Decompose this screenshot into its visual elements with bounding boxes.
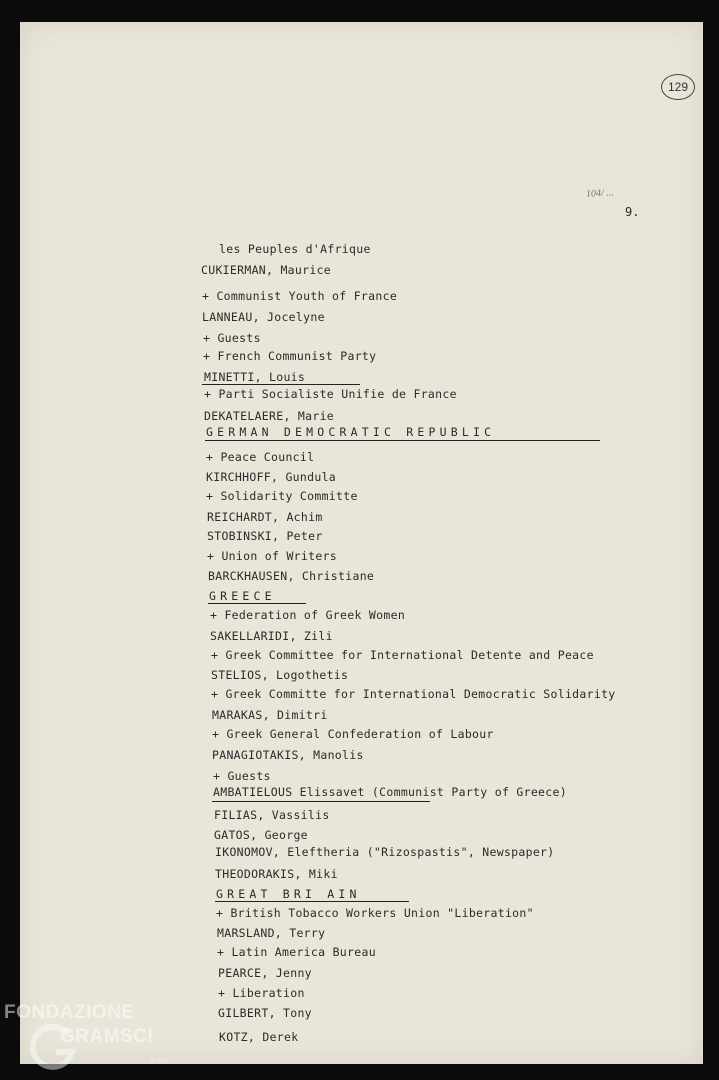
- doc-line: + Peace Council: [206, 450, 315, 464]
- doc-line: REICHARDT, Achim: [207, 510, 323, 524]
- doc-line: LANNEAU, Jocelyne: [202, 310, 325, 324]
- watermark-line-3: onlus: [150, 1056, 170, 1065]
- doc-line: + Union of Writers: [207, 549, 338, 563]
- doc-line: STELIOS, Logothetis: [211, 668, 349, 682]
- doc-line: + Solidarity Committe: [206, 489, 358, 503]
- country-heading: GREAT BRI AIN: [216, 887, 361, 901]
- country-heading: GREECE: [209, 589, 276, 603]
- doc-line: THEODORAKIS, Miki: [215, 867, 338, 881]
- archive-handwritten-note: 104/ ...: [585, 187, 615, 200]
- doc-line: + Guests: [213, 769, 271, 783]
- doc-line: + Greek General Confederation of Labour: [212, 727, 494, 741]
- doc-line: PEARCE, Jenny: [218, 966, 312, 980]
- watermark-line-2: GRAMSCI: [60, 1026, 154, 1047]
- watermark-line-1: FONDAZIONE: [4, 1002, 135, 1023]
- doc-line: + Communist Youth of France: [202, 289, 398, 303]
- folio-number: 129: [667, 80, 689, 94]
- fondazione-gramsci-watermark: [4, 1000, 179, 1080]
- doc-line: + Latin America Bureau: [217, 945, 376, 959]
- doc-line: PANAGIOTAKIS, Manolis: [212, 748, 364, 762]
- doc-line: IKONOMOV, Eleftheria ("Rizospastis", Newspaper): [215, 845, 555, 859]
- underline: [212, 801, 430, 802]
- doc-line: SAKELLARIDI, Zili: [210, 629, 333, 643]
- doc-line: BARCKHAUSEN, Christiane: [208, 569, 375, 583]
- document-page: [20, 22, 703, 1064]
- doc-line: + French Communist Party: [203, 349, 377, 363]
- doc-line: FILIAS, Vassilis: [214, 808, 330, 822]
- doc-line: + Liberation: [218, 986, 305, 1000]
- doc-line: + Federation of Greek Women: [210, 608, 406, 622]
- country-heading: GERMAN DEMOCRATIC REPUBLIC: [206, 425, 496, 439]
- doc-line: MARAKAS, Dimitri: [212, 708, 328, 722]
- doc-line: MARSLAND, Terry: [217, 926, 326, 940]
- underline: [208, 603, 306, 604]
- doc-line: + Greek Committee for International Detente and Peace: [211, 648, 594, 662]
- doc-line: GILBERT, Tony: [218, 1006, 312, 1020]
- underline: [215, 901, 409, 902]
- page-number: 9.: [625, 205, 640, 219]
- underline: [205, 440, 600, 441]
- doc-line: DEKATELAERE, Marie: [204, 409, 335, 423]
- doc-line: MINETTI, Louis: [204, 370, 306, 384]
- underline: [202, 384, 360, 385]
- doc-line: STOBINSKI, Peter: [207, 529, 323, 543]
- doc-line: AMBATIELOUS Elissavet (Communist Party of Greece): [213, 785, 567, 799]
- doc-line: CUKIERMAN, Maurice: [201, 263, 332, 277]
- folio-stamp: [661, 74, 695, 100]
- doc-line: + Parti Socialiste Unifie de France: [204, 387, 457, 401]
- doc-line: + Guests: [203, 331, 261, 345]
- doc-line: + Greek Committe for International Democratic Solidarity: [211, 687, 616, 701]
- doc-line: KOTZ, Derek: [219, 1030, 299, 1044]
- doc-line: + British Tobacco Workers Union "Liberation": [216, 906, 534, 920]
- doc-line: GATOS, George: [214, 828, 308, 842]
- doc-line: les Peuples d'Afrique: [219, 242, 371, 256]
- doc-line: KIRCHHOFF, Gundula: [206, 470, 337, 484]
